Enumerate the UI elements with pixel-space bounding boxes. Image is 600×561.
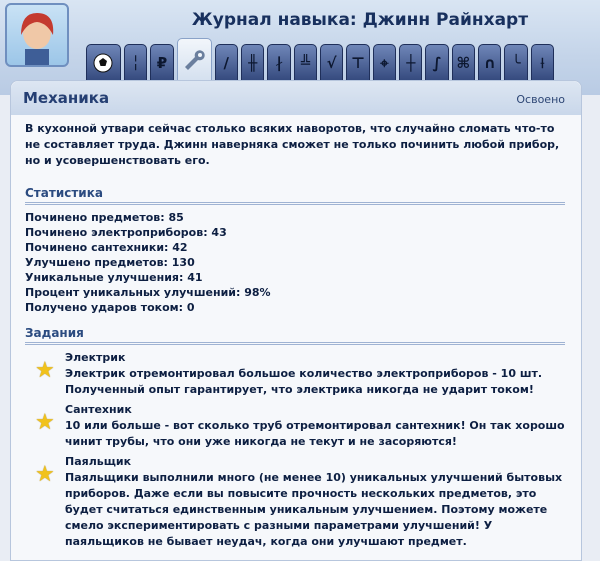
skill-icon: ∫ xyxy=(432,54,442,72)
skill-icon: ⌖ xyxy=(380,54,389,72)
statistics-header: Статистика xyxy=(25,185,565,205)
tab-skill-15[interactable] xyxy=(478,44,501,82)
skill-icon: ╎ xyxy=(131,54,141,72)
stat-item: Починено предметов: 85 xyxy=(25,211,184,224)
skill-icon: ⌘ xyxy=(456,54,471,72)
stat-item: Получено ударов током: 0 xyxy=(25,301,195,314)
star-icon: ★ xyxy=(35,462,55,487)
tab-skill-7[interactable] xyxy=(267,44,290,82)
tab-skill-11[interactable] xyxy=(373,44,396,82)
tasks-section xyxy=(25,325,565,550)
tab-skill-16[interactable] xyxy=(504,44,527,82)
wrench-icon xyxy=(181,47,207,73)
skill-icon: ╫ xyxy=(248,54,258,72)
tab-skill-10[interactable] xyxy=(346,44,369,82)
stat-item: Процент уникальных улучшений: 98% xyxy=(25,286,271,299)
tab-skill-14[interactable] xyxy=(452,44,475,82)
tab-skill-2[interactable] xyxy=(124,44,147,82)
skill-icon: ∕ xyxy=(223,54,230,72)
skill-icon: √ xyxy=(326,54,337,72)
skill-status: Освоено xyxy=(516,93,565,106)
skill-icon: ┼ xyxy=(406,54,416,72)
task-item xyxy=(25,454,565,550)
star-icon: ★ xyxy=(35,410,55,435)
stat-item: Улучшено предметов: 130 xyxy=(25,256,195,269)
task-title: Сантехник xyxy=(65,403,132,416)
stat-item: Уникальные улучшения: 41 xyxy=(25,271,203,284)
tab-skill-6[interactable] xyxy=(241,44,264,82)
statistics-list xyxy=(25,210,565,315)
task-title: Паяльщик xyxy=(65,455,132,468)
tab-soccer[interactable] xyxy=(86,44,121,82)
tab-mechanics[interactable] xyxy=(177,38,212,82)
skill-icon: ╩ xyxy=(300,54,310,72)
avatar[interactable] xyxy=(5,3,69,67)
skill-name: Механика xyxy=(23,89,110,107)
window-title: Журнал навыка: Джинн Райнхарт xyxy=(191,10,529,30)
skill-icon: ₽ xyxy=(156,54,168,72)
stat-item: Починено электроприборов: 43 xyxy=(25,226,227,239)
skill-journal-panel xyxy=(10,80,582,561)
skill-header xyxy=(11,81,581,115)
skill-icon: ╰ xyxy=(511,54,521,72)
skill-content xyxy=(25,121,565,554)
avatar-image xyxy=(7,5,67,65)
task-text: 10 или больше - вот сколько труб отремонтировал сантехник! Он так хорошо чинит трубы, что они уже никогда не текут и не засоряются! xyxy=(65,419,565,448)
task-text: Электрик отремонтировал большое количество электроприборов - 10 шт. Полученный опыт гарантирует, что электрика никогда не ударит током! xyxy=(65,367,543,396)
tab-skill-8[interactable] xyxy=(294,44,317,82)
tab-skill-13[interactable] xyxy=(425,44,448,82)
task-item xyxy=(25,402,565,450)
tab-skill-12[interactable] xyxy=(399,44,422,82)
skill-icon: ⟊ xyxy=(540,54,545,72)
task-text: Паяльщики выполнили много (не менее 10) уникальных улучшений бытовых приборов. Даже если вы повысите прочность нескольких предметов, это будет считаться единственным уникальным улучшением. Поэтому можете смело экспериментировать с разными параметрами улучшений! У паяльщиков не бывает неудач, когда они улучшают предмет. xyxy=(65,471,563,548)
star-icon: ★ xyxy=(35,358,55,383)
tab-skill-3[interactable] xyxy=(150,44,173,82)
tab-skill-5[interactable] xyxy=(215,44,238,82)
skill-icon: ∩ xyxy=(483,54,496,72)
tab-skill-9[interactable] xyxy=(320,44,343,82)
skill-icon: ⊤ xyxy=(351,54,365,72)
tab-skill-17[interactable] xyxy=(531,44,554,82)
task-item xyxy=(25,350,565,398)
task-title: Электрик xyxy=(65,351,126,364)
tasks-header: Задания xyxy=(25,325,565,345)
skill-description: В кухонной утвари сейчас столько всяких наворотов, что случайно сломать что-то не составляет труда. Джинн наверняка сможет не только починить любой прибор, но и усовершенствовать его. xyxy=(25,122,560,167)
soccer-ball-icon xyxy=(91,51,115,75)
stat-item: Починено сантехники: 42 xyxy=(25,241,188,254)
skill-tabs xyxy=(86,38,554,78)
skill-icon: ∤ xyxy=(275,54,283,72)
